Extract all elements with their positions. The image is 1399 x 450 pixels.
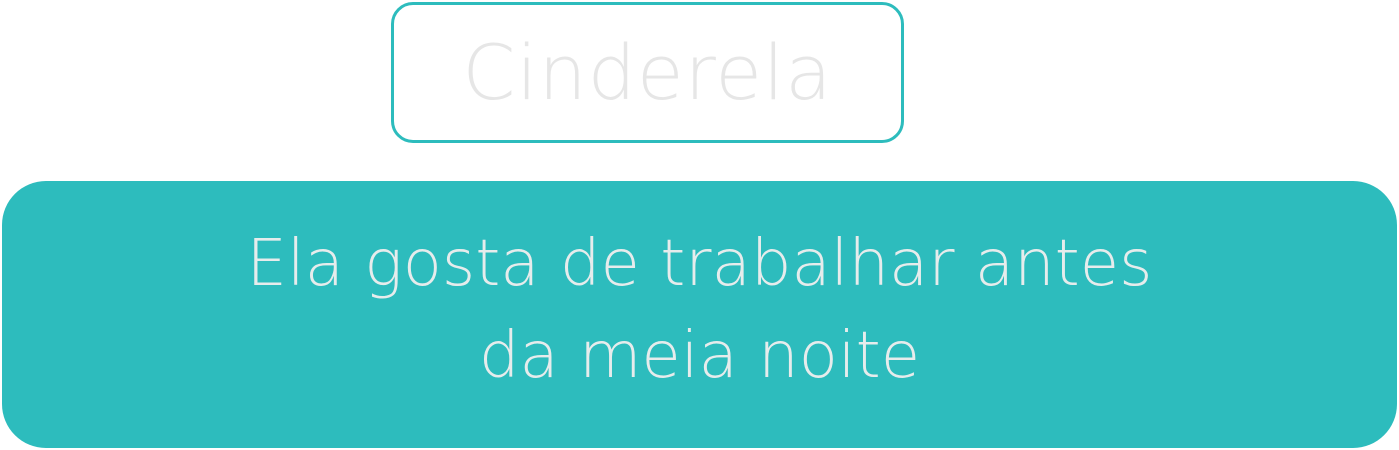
clue-line-2: da meia noite — [478, 318, 921, 393]
title-box — [391, 2, 904, 143]
card-title: Cinderela — [462, 27, 833, 117]
clue-line-1: Ela gosta de trabalhar antes — [246, 226, 1153, 301]
clue-box — [2, 181, 1397, 448]
